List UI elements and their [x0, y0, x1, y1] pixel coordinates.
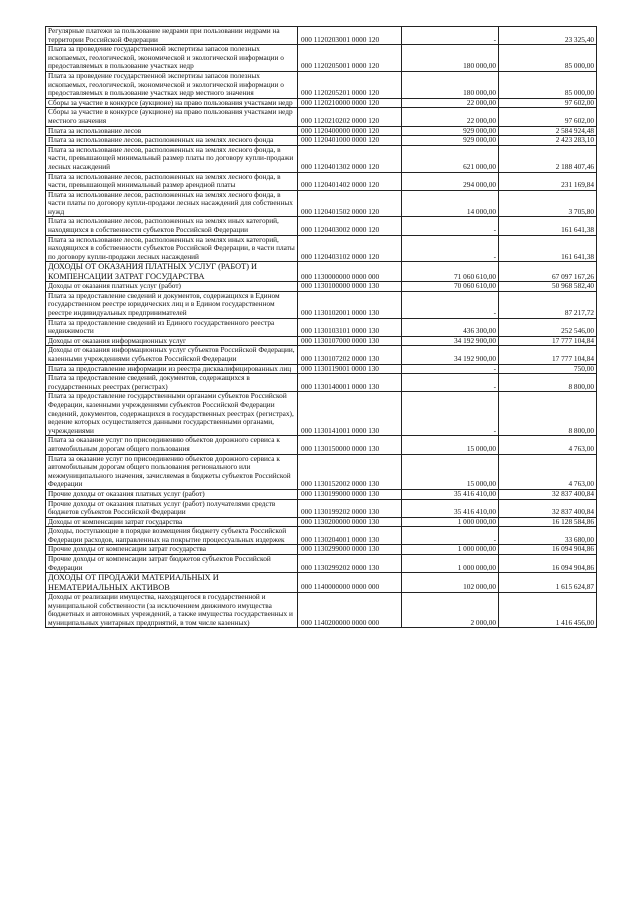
revenue-name-cell: Плата за использование лесов, расположенных на землях лесного фонда, в части, превышающей минимальный размер платы по договору купли-продажи лесных насаждений	[46, 145, 298, 172]
executed-amount-cell: 33 680,00	[499, 527, 597, 545]
table-row	[46, 126, 597, 136]
budget-code-cell: 000 1130107000 0000 130	[298, 336, 402, 346]
revenue-name-cell: Сборы за участие в конкурсе (аукционе) на право пользования участками недр	[46, 98, 298, 108]
executed-amount-cell: 750,00	[499, 364, 597, 374]
revenue-name-cell: Прочие доходы от оказания платных услуг (работ)	[46, 489, 298, 499]
planned-amount-cell: 1 000 000,00	[402, 517, 499, 527]
budget-code-cell: 000 1130140001 0000 130	[298, 374, 402, 392]
revenue-name-cell: Прочие доходы от оказания платных услуг (работ) получателями средств бюджетов субъектов Российской Федерации	[46, 499, 298, 517]
planned-amount-cell: 2 000,00	[402, 593, 499, 628]
planned-amount-cell: 102 000,00	[402, 573, 499, 593]
revenue-name-cell: Доходы, поступающие в порядке возмещения бюджету субъекта Российской Федерации расходов, направленных на покрытие процессуальных издержек	[46, 527, 298, 545]
executed-amount-cell: 2 584 924,48	[499, 126, 597, 136]
revenue-name-cell: Плата за предоставление сведений, документов, содержащихся в государственных реестрах (регистрах)	[46, 374, 298, 392]
revenue-name-cell: Прочие доходы от компенсации затрат государства	[46, 545, 298, 555]
revenue-name-cell: Регулярные платежи за пользование недрами при пользовании недрами на территории Российской Федерации	[46, 27, 298, 45]
revenue-report-sheet	[45, 26, 596, 628]
executed-amount-cell: 8 800,00	[499, 374, 597, 392]
revenue-name-cell: Доходы от оказания платных услуг (работ)	[46, 282, 298, 292]
executed-amount-cell: 1 416 456,00	[499, 593, 597, 628]
planned-amount-cell: 180 000,00	[402, 71, 499, 98]
revenue-name-cell: Сборы за участие в конкурсе (аукционе) на право пользования участками недр местного значения	[46, 108, 298, 126]
planned-amount-cell: -	[402, 291, 499, 318]
table-row	[46, 318, 597, 336]
table-row	[46, 499, 597, 517]
table-row	[46, 282, 597, 292]
budget-code-cell: 000 1120210202 0000 120	[298, 108, 402, 126]
executed-amount-cell: 231 169,84	[499, 172, 597, 190]
executed-amount-cell: 97 602,00	[499, 108, 597, 126]
table-row	[46, 235, 597, 262]
table-row	[46, 336, 597, 346]
executed-amount-cell: 85 000,00	[499, 45, 597, 72]
budget-code-cell: 000 1130107202 0000 130	[298, 346, 402, 364]
section-row	[46, 573, 597, 593]
planned-amount-cell: 180 000,00	[402, 45, 499, 72]
revenue-name-cell: Плата за предоставление информации из реестра дисквалифицированных лиц	[46, 364, 298, 374]
planned-amount-cell: -	[402, 27, 499, 45]
revenue-name-cell: Плата за использование лесов, расположенных на землях иных категорий, находящихся в собственности субъектов Российской Федерации	[46, 217, 298, 235]
budget-code-cell: 000 1120401502 0000 120	[298, 190, 402, 217]
budget-code-cell: 000 1120210000 0000 120	[298, 98, 402, 108]
planned-amount-cell: -	[402, 527, 499, 545]
revenue-name-cell: Плата за использование лесов	[46, 126, 298, 136]
table-row	[46, 172, 597, 190]
executed-amount-cell: 50 968 582,40	[499, 282, 597, 292]
executed-amount-cell: 97 602,00	[499, 98, 597, 108]
revenue-name-cell: Доходы от компенсации затрат государства	[46, 517, 298, 527]
planned-amount-cell: 70 060 610,00	[402, 282, 499, 292]
planned-amount-cell: 34 192 900,00	[402, 336, 499, 346]
table-row	[46, 108, 597, 126]
table-row	[46, 346, 597, 364]
executed-amount-cell: 161 641,38	[499, 235, 597, 262]
planned-amount-cell: 15 000,00	[402, 454, 499, 489]
revenue-name-cell: Плата за оказание услуг по присоединению объектов дорожного сервиса к автомобильным дорогам общего пользования	[46, 436, 298, 454]
table-row	[46, 374, 597, 392]
table-row	[46, 436, 597, 454]
budget-code-cell: 000 1120403002 0000 120	[298, 217, 402, 235]
planned-amount-cell: 22 000,00	[402, 98, 499, 108]
planned-amount-cell: 1 000 000,00	[402, 545, 499, 555]
executed-amount-cell: 3 705,80	[499, 190, 597, 217]
revenue-name-cell: Плата за предоставление государственными органами субъектов Российской Федерации, казенными учреждениями субъектов Российской Федерации сведений, документов, содержащихся в государственных реестрах (регистрах), ведение которых осуществляется данными государственными органами, учреждениями	[46, 392, 298, 436]
executed-amount-cell: 17 777 104,84	[499, 346, 597, 364]
revenue-name-cell: Плата за использование лесов, расположенных на землях иных категорий, находящихся в собственности субъектов Российской Федерации, в части платы по договору купли-продажи лесных насаждений	[46, 235, 298, 262]
budget-code-cell: 000 1130103101 0000 130	[298, 318, 402, 336]
budget-code-cell: 000 1140200000 0000 000	[298, 593, 402, 628]
revenue-name-cell: Доходы от реализации имущества, находящегося в государственной и муниципальной собственности (за исключением движимого имущества бюджетных и автономных учреждений, а также имущества государственных и муниципальных унитарных предприятий, в том числе казенных)	[46, 593, 298, 628]
planned-amount-cell: -	[402, 217, 499, 235]
revenue-table	[45, 26, 597, 628]
revenue-name-cell: Плата за предоставление сведений из Единого государственного реестра недвижимости	[46, 318, 298, 336]
table-row	[46, 291, 597, 318]
table-row	[46, 454, 597, 489]
revenue-name-cell: Доходы от оказания информационных услуг субъектов Российской Федерации, казенными учреждениями субъектов Российской Федерации	[46, 346, 298, 364]
executed-amount-cell: 85 000,00	[499, 71, 597, 98]
table-row	[46, 136, 597, 146]
budget-code-cell: 000 1130141001 0000 130	[298, 392, 402, 436]
table-row	[46, 392, 597, 436]
planned-amount-cell: 14 000,00	[402, 190, 499, 217]
table-row	[46, 593, 597, 628]
table-row	[46, 190, 597, 217]
table-row	[46, 545, 597, 555]
revenue-table-body	[46, 27, 597, 628]
executed-amount-cell: 23 325,40	[499, 27, 597, 45]
table-row	[46, 145, 597, 172]
budget-code-cell: 000 1130152002 0000 130	[298, 454, 402, 489]
budget-code-cell: 000 1140000000 0000 000	[298, 573, 402, 593]
executed-amount-cell: 87 217,72	[499, 291, 597, 318]
planned-amount-cell: 34 192 900,00	[402, 346, 499, 364]
budget-code-cell: 000 1130102001 0000 130	[298, 291, 402, 318]
executed-amount-cell: 161 641,38	[499, 217, 597, 235]
budget-code-cell: 000 1120403102 0000 120	[298, 235, 402, 262]
executed-amount-cell: 1 615 624,87	[499, 573, 597, 593]
budget-code-cell: 000 1130199202 0000 130	[298, 499, 402, 517]
budget-code-cell: 000 1130299202 0000 130	[298, 555, 402, 573]
budget-code-cell: 000 1130000000 0000 000	[298, 262, 402, 282]
planned-amount-cell: 35 416 410,00	[402, 489, 499, 499]
revenue-name-cell: Доходы от оказания информационных услуг	[46, 336, 298, 346]
executed-amount-cell: 32 837 400,84	[499, 499, 597, 517]
revenue-name-cell: Плата за использование лесов, расположенных на землях лесного фонда	[46, 136, 298, 146]
budget-code-cell: 000 1120400000 0000 120	[298, 126, 402, 136]
revenue-name-cell: ДОХОДЫ ОТ ПРОДАЖИ МАТЕРИАЛЬНЫХ И НЕМАТЕРИАЛЬНЫХ АКТИВОВ	[46, 573, 298, 593]
section-row	[46, 262, 597, 282]
revenue-name-cell: Плата за проведение государственной экспертизы запасов полезных ископаемых, геологической, экономической и экологической информации о предоставляемых в пользование участках недр	[46, 45, 298, 72]
planned-amount-cell: -	[402, 235, 499, 262]
budget-code-cell: 000 1120401000 0000 120	[298, 136, 402, 146]
budget-code-cell: 000 1120205001 0000 120	[298, 45, 402, 72]
budget-code-cell: 000 1120401402 0000 120	[298, 172, 402, 190]
planned-amount-cell: 1 000 000,00	[402, 555, 499, 573]
planned-amount-cell: 22 000,00	[402, 108, 499, 126]
table-row	[46, 364, 597, 374]
table-row	[46, 27, 597, 45]
budget-code-cell: 000 1130100000 0000 130	[298, 282, 402, 292]
executed-amount-cell: 2 423 283,10	[499, 136, 597, 146]
budget-code-cell: 000 1130119001 0000 130	[298, 364, 402, 374]
budget-code-cell: 000 1120203001 0000 120	[298, 27, 402, 45]
budget-code-cell: 000 1120401302 0000 120	[298, 145, 402, 172]
planned-amount-cell: 294 000,00	[402, 172, 499, 190]
executed-amount-cell: 4 763,00	[499, 454, 597, 489]
budget-code-cell: 000 1120205201 0000 120	[298, 71, 402, 98]
budget-code-cell: 000 1130199000 0000 130	[298, 489, 402, 499]
executed-amount-cell: 17 777 104,84	[499, 336, 597, 346]
revenue-name-cell: ДОХОДЫ ОТ ОКАЗАНИЯ ПЛАТНЫХ УСЛУГ (РАБОТ) И КОМПЕНСАЦИИ ЗАТРАТ ГОСУДАРСТВА	[46, 262, 298, 282]
table-row	[46, 45, 597, 72]
planned-amount-cell: -	[402, 364, 499, 374]
revenue-name-cell: Плата за использование лесов, расположенных на землях лесного фонда, в части, превышающей минимальный размер арендной платы	[46, 172, 298, 190]
planned-amount-cell: -	[402, 374, 499, 392]
table-row	[46, 527, 597, 545]
planned-amount-cell: 71 060 610,00	[402, 262, 499, 282]
table-row	[46, 98, 597, 108]
revenue-name-cell: Прочие доходы от компенсации затрат бюджетов субъектов Российской Федерации	[46, 555, 298, 573]
executed-amount-cell: 67 097 167,26	[499, 262, 597, 282]
budget-code-cell: 000 1130200000 0000 130	[298, 517, 402, 527]
executed-amount-cell: 32 837 400,84	[499, 489, 597, 499]
executed-amount-cell: 252 546,00	[499, 318, 597, 336]
table-row	[46, 517, 597, 527]
executed-amount-cell: 16 128 584,86	[499, 517, 597, 527]
table-row	[46, 555, 597, 573]
table-row	[46, 217, 597, 235]
planned-amount-cell: 621 000,00	[402, 145, 499, 172]
executed-amount-cell: 8 800,00	[499, 392, 597, 436]
executed-amount-cell: 4 763,00	[499, 436, 597, 454]
planned-amount-cell: 15 000,00	[402, 436, 499, 454]
executed-amount-cell: 16 094 904,86	[499, 545, 597, 555]
executed-amount-cell: 2 188 407,46	[499, 145, 597, 172]
table-row	[46, 71, 597, 98]
budget-code-cell: 000 1130150000 0000 130	[298, 436, 402, 454]
planned-amount-cell: 436 300,00	[402, 318, 499, 336]
planned-amount-cell: 35 416 410,00	[402, 499, 499, 517]
executed-amount-cell: 16 094 904,86	[499, 555, 597, 573]
revenue-name-cell: Плата за использование лесов, расположенных на землях лесного фонда, в части платы по договору купли-продажи лесных насаждений для собственных нужд	[46, 190, 298, 217]
budget-code-cell: 000 1130299000 0000 130	[298, 545, 402, 555]
revenue-name-cell: Плата за предоставление сведений и документов, содержащихся в Едином государственном реестре юридических лиц и в Едином государственном реестре индивидуальных предпринимателей	[46, 291, 298, 318]
planned-amount-cell: 929 000,00	[402, 126, 499, 136]
planned-amount-cell: -	[402, 392, 499, 436]
revenue-name-cell: Плата за проведение государственной экспертизы запасов полезных ископаемых, геологической, экономической и экологической информации о предоставляемых в пользование участках недр местного значения	[46, 71, 298, 98]
planned-amount-cell: 929 000,00	[402, 136, 499, 146]
revenue-name-cell: Плата за оказание услуг по присоединению объектов дорожного сервиса к автомобильным дорогам общего пользования регионального или межмуниципального значения, зачисляемая в бюджеты субъектов Российской Федерации	[46, 454, 298, 489]
table-row	[46, 489, 597, 499]
budget-code-cell: 000 1130204001 0000 130	[298, 527, 402, 545]
